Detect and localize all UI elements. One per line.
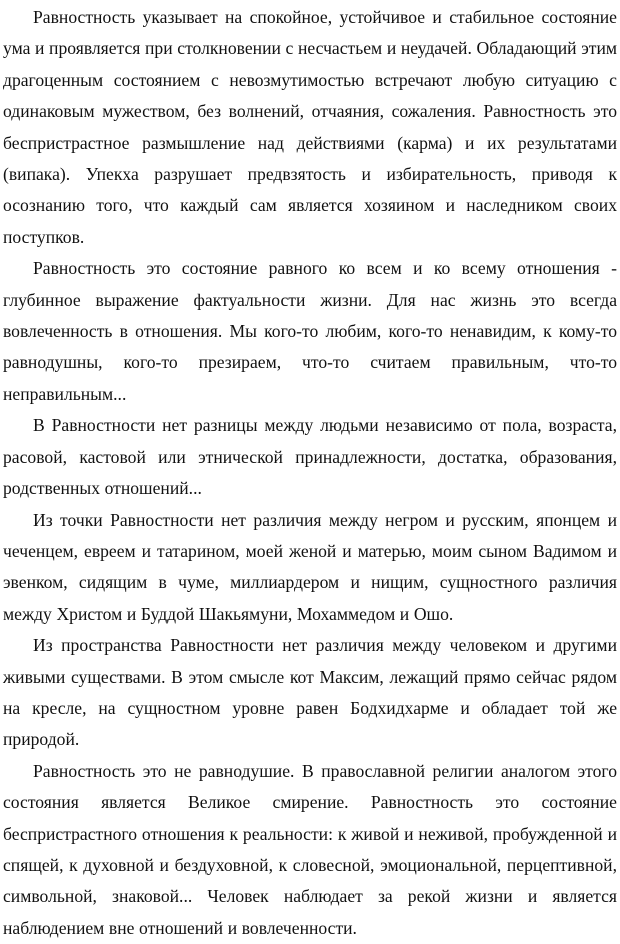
paragraph-1: Равностность указывает на спокойное, устойчивое и стабильное состояние ума и проявляется при столкновении с несчастьем и неудачей. Обладающий этим драгоценным состоянием с невозмутимостью встречают любую ситуацию с одинаковым мужеством, без волнений, отчаяния, сожаления. Равностность это беспристрастное размышление над действиями (карма) и их результатами (випака). Упекха разрушает предвзятость и избирательность, приводя к осознанию того, что каждый сам является хозяином и наследником своих поступков. (3, 7, 617, 247)
paragraph-5: Из пространства Равностности нет различия между человеком и другими живыми существами. В этом смысле кот Максим, лежащий прямо сейчас рядом на кресле, на сущностном уровне равен Бодхидхарме и обладает той же природой. (3, 635, 617, 750)
paragraph-4: Из точки Равностности нет различия между негром и русским, японцем и чеченцем, евреем и татарином, моей женой и матерью, моим сыном Вадимом и эвенком, сидящим в чуме, миллиардером и нищим, сущностного различия между Христом и Буддой Шакьямуни, Мохаммедом и Ошо. (3, 509, 617, 624)
paragraph-6: Равностность это не равнодушие. В православной религии аналогом этого состояния является Великое смирение. Равностность это состояние беспристрастного отношения к реальности: к живой и неживой, пробужденной и спящей, к духовной и бездуховной, к словесной, эмоциональной, перцептивной, символьной, знаковой... Человек наблюдает за рекой жизни и является наблюдением вне отношений и вовлеченности. (3, 760, 617, 938)
paragraph-3: В Равностности нет разницы между людьми независимо от пола, возраста, расовой, кастовой или этнической принадлежности, достатка, образования, родственных отношений... (3, 415, 617, 499)
paragraph-2: Равностность это состояние равного ко всем и ко всему отношения - глубинное выражение фактуальности жизни. Для нас жизнь это всегда вовлеченность в отношения. Мы кого-то любим, кого-то ненавидим, к кому-то равнодушны, кого-то презираем, что-то считаем правильным, что-то неправильным... (3, 258, 617, 404)
